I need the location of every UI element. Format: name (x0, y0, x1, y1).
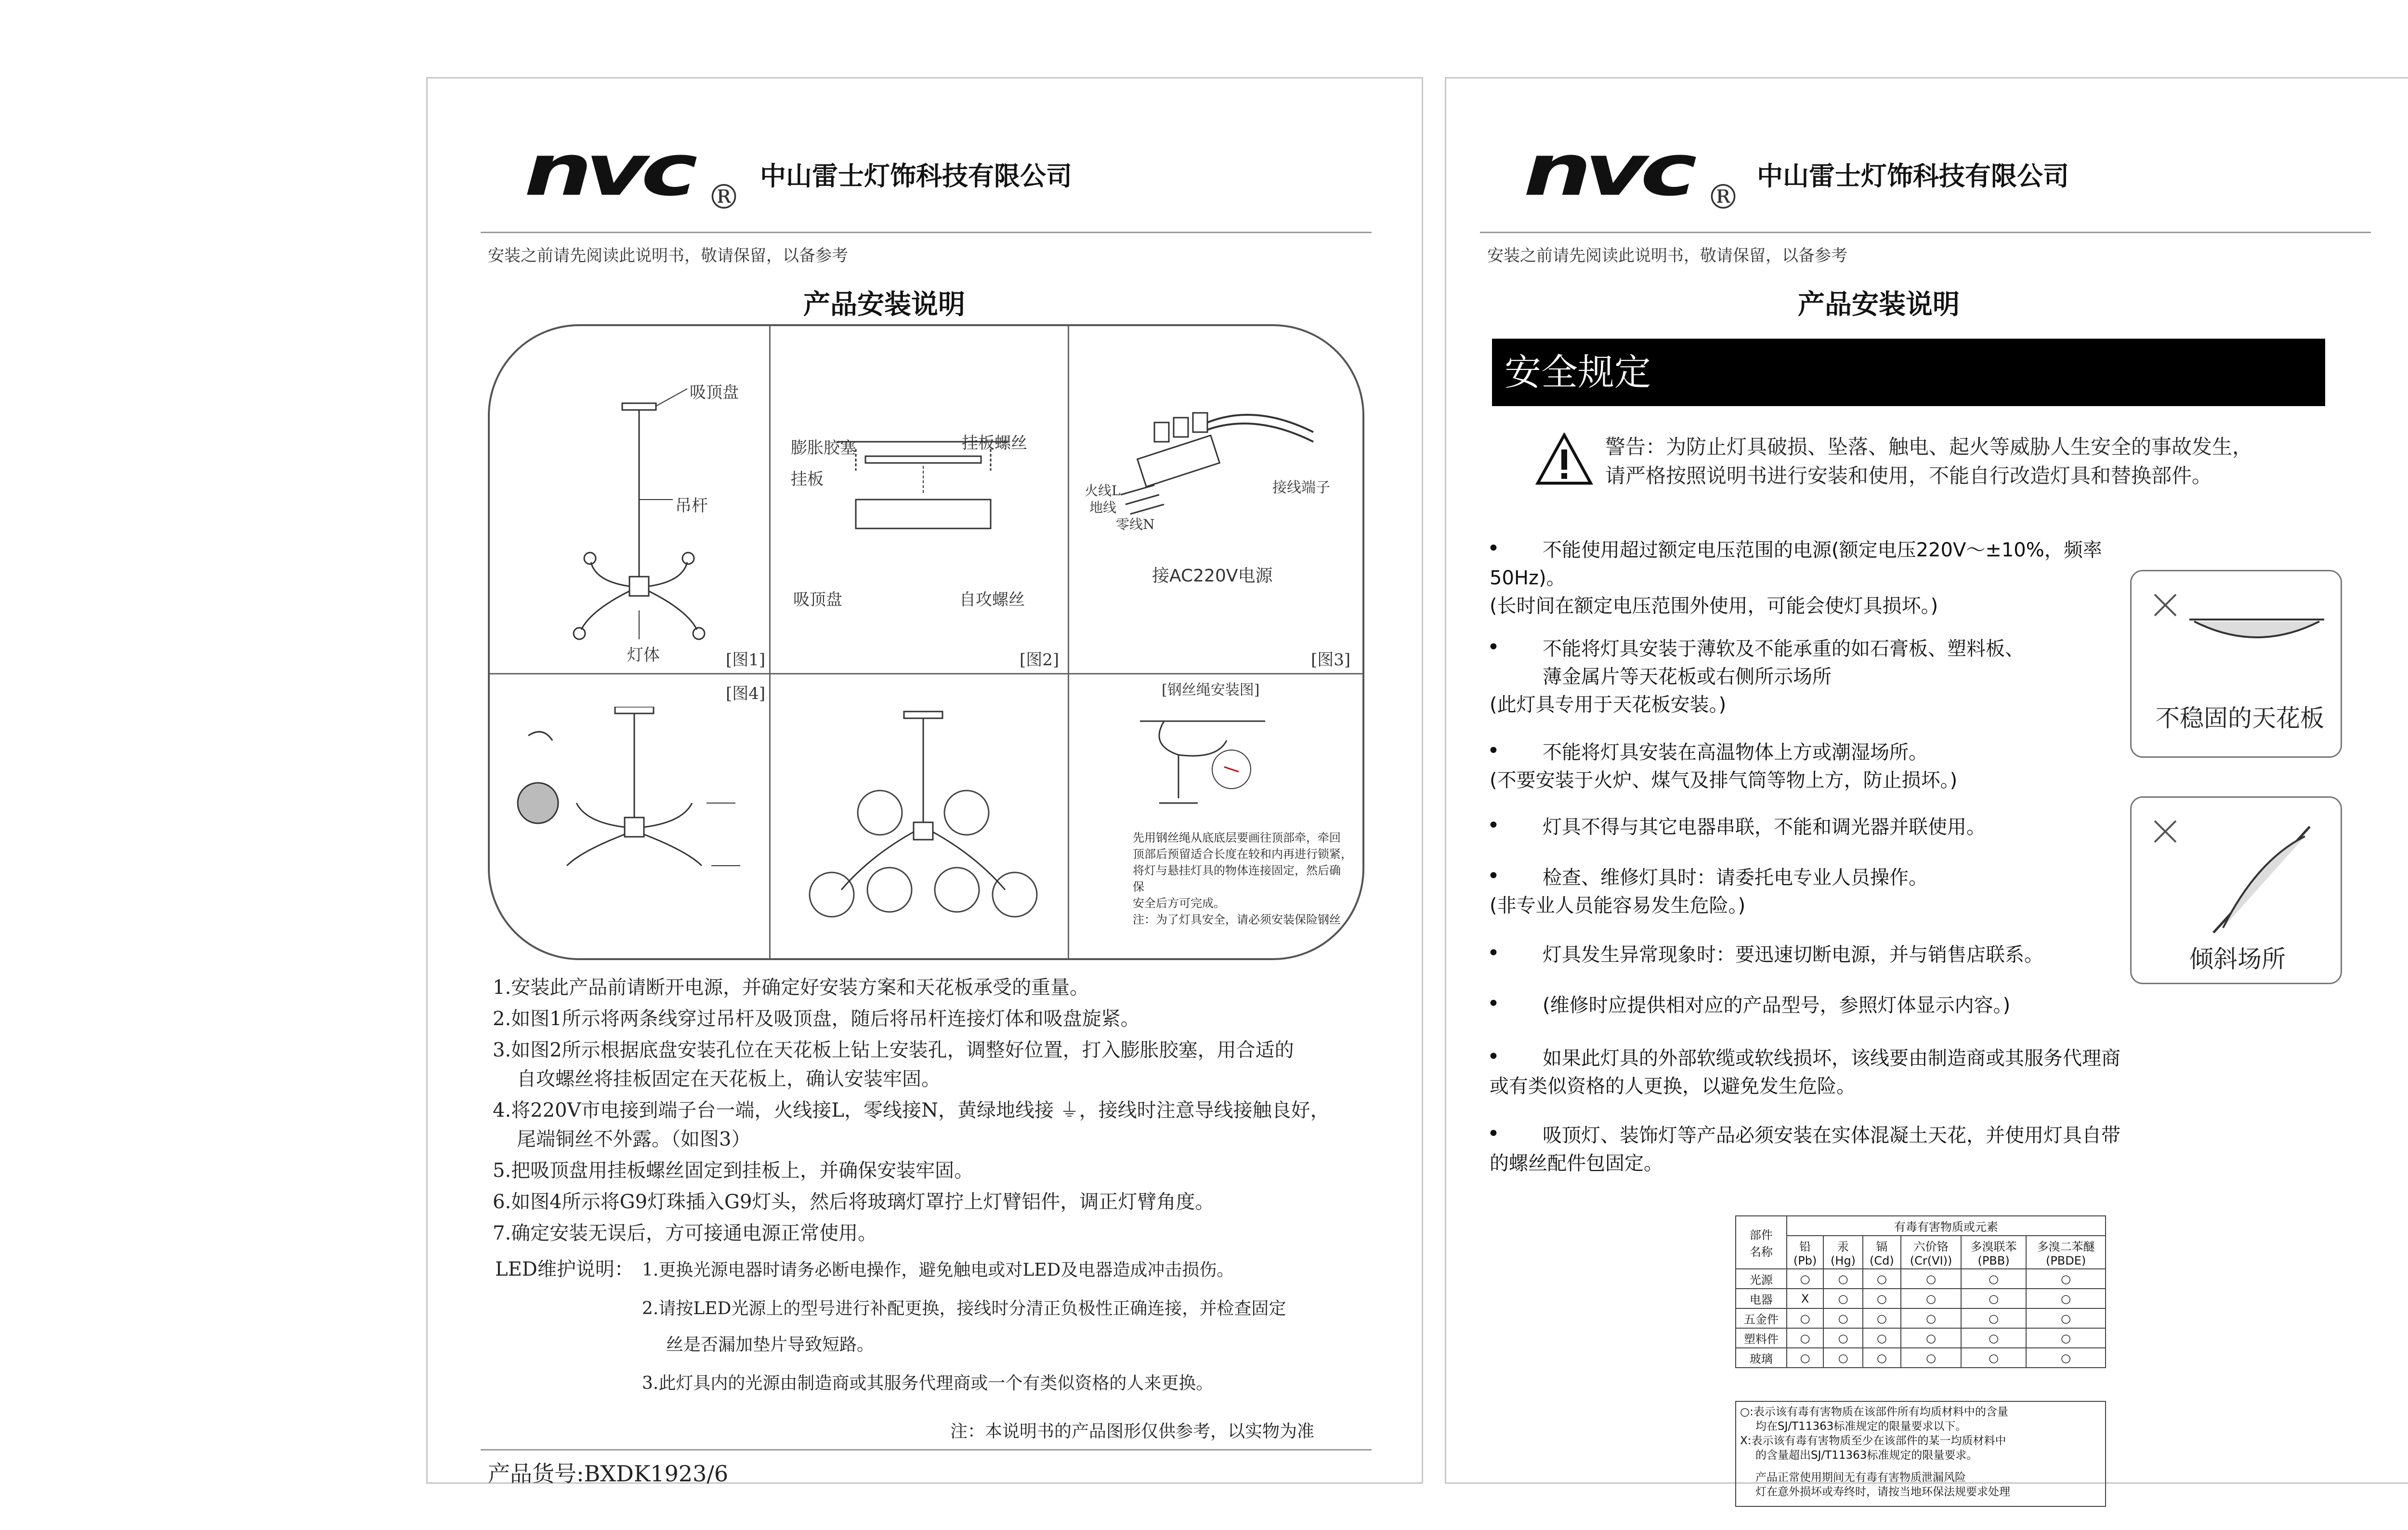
page-title: 产品安装说明 (803, 289, 965, 320)
step-3: 3.如图2所示根据底盘安装孔位在天花板上钻上安装孔，调整好位置，打入膨胀胶塞，用合适的 (493, 1039, 1294, 1061)
rule-bullet: • (1487, 536, 1500, 561)
rule-8-line-2: 或有类似资格的人更换，以避免发生危险。 (1490, 1075, 1856, 1097)
registered-mark: ® (707, 177, 741, 217)
fig3-caption: [图3] (1311, 650, 1351, 670)
product-number: 产品货号:BXDK1923/6 (488, 1461, 729, 1487)
fig1-label-rod: 吊杆 (675, 496, 708, 515)
hazard-note-2: 均在SJ/T11363标准规定的限量要求以下。 (1755, 1420, 1967, 1433)
fig2-label-tapping-screw: 自攻螺丝 (959, 590, 1025, 609)
table-row: 塑料件 ○ ○ ○ ○ ○ ○ (1736, 1328, 2106, 1348)
led-note-2-cont: 丝是否漏加垫片导致短路。 (666, 1335, 875, 1355)
rule-3-line-2: (不要安装于火炉、煤气及排气筒等物上方，防止损坏。) (1490, 769, 1958, 791)
rule-7-line-1: (维修时应提供相对应的产品型号，参照灯体显示内容。) (1543, 994, 2011, 1016)
step-3-cont: 自攻螺丝将挂板固定在天花板上，确认安装牢固。 (517, 1068, 941, 1090)
rule-4-line-1: 灯具不得与其它电器串联，不能和调光器并联使用。 (1543, 816, 1986, 838)
step-4-cont: 尾端铜丝不外露。（如图3） (517, 1128, 751, 1150)
fig3-label-live: 火线L (1085, 483, 1121, 499)
fig3-label-neutral: 零线N (1116, 516, 1155, 532)
fig2-label-plate: 挂板 (791, 470, 824, 489)
led-note-1: 1.更换光源电器时请务必断电操作，避免触电或对LED及电器造成冲击损伤。 (642, 1260, 1234, 1280)
fig4-caption: [图4] (726, 684, 766, 703)
rule-bullet: • (1487, 1044, 1500, 1069)
fig6-text-4: 保 (1133, 880, 1144, 894)
left-sheet (426, 77, 1423, 1487)
step-1: 1.安装此产品前请断开电源，并确定好安装方案和天花板承受的重量。 (493, 976, 1089, 999)
rule-2-line-3: (此灯具专用于天花板安装。) (1490, 694, 1727, 716)
warning-line-1: 警告：为防止灯具破损、坠落、触电、起火等威胁人生安全的事故发生， (1605, 435, 2253, 459)
rule-1-line-3: (长时间在额定电压范围外使用，可能会使灯具损坏。) (1490, 595, 1938, 617)
led-note-2: 2.请按LED光源上的型号进行补配更换，接线时分清正负极性正确连接，并检查固定 (642, 1299, 1286, 1319)
fig6-text-1: 先用钢丝绳从底底层要画往顶部牵，牵回 (1133, 831, 1341, 844)
led-note-3: 3.此灯具内的光源由制造商或其服务代理商或一个有类似资格的人来更换。 (642, 1373, 1214, 1393)
rule-6-line-1: 灯具发生异常现象时：要迅速切断电源，并与销售店联系。 (1543, 944, 2043, 966)
warning-triangle-icon (1535, 433, 1593, 486)
fig6-text-6: 注：为了灯具安全，请必须安装保险钢丝 (1133, 913, 1341, 926)
fig6-text-3: 将灯与悬挂灯具的物体连接固定，然后确 (1133, 864, 1341, 877)
registered-mark: ® (1706, 177, 1740, 217)
table-header-row: 铅 (Pb) 汞 (Hg) 镉 (Cd) 六价铬 (Cr(VI)) 多溴联苯 (PBB) 多溴二苯醚 (PBDE) (1736, 1236, 2106, 1269)
step-7: 7.确定安装无误后，方可接通电源正常使用。 (493, 1222, 877, 1244)
rule-bullet: • (1487, 739, 1500, 763)
hazard-note-3: X:表示该有毒有害物质至少在该部件的某一均质材料中 (1740, 1435, 2006, 1447)
inclined-place-label: 倾斜场所 (2189, 945, 2286, 973)
fig2-label-anchor: 膨胀胶塞 (791, 438, 856, 458)
rule-bullet: • (1487, 991, 1500, 1016)
rule-8-line-1: 如果此灯具的外部软缆或软线损坏，该线要由制造商或其服务代理商 (1543, 1047, 2120, 1069)
hazard-footer-1: 产品正常使用期间无有毒有害物质泄漏风险 (1755, 1471, 1966, 1484)
right-sheet (1445, 77, 2408, 1498)
table-row: 电器 X ○ ○ ○ ○ ○ (1736, 1289, 2106, 1308)
hazard-note-1: ○:表示该有毒有害物质在该部件所有均质材料中的含量 (1740, 1406, 2008, 1418)
header-divider (481, 232, 1372, 233)
read-first-note: 安装之前请先阅读此说明书，敬请保留，以备参考 (1487, 246, 1847, 265)
fig3-label-terminal: 接线端子 (1272, 479, 1330, 496)
svg-text:nvc: nvc (524, 146, 691, 212)
fig2-caption: [图2] (1020, 650, 1060, 670)
company-name: 中山雷士灯饰科技有限公司 (760, 161, 1072, 191)
rule-1-line-2: 50Hz)。 (1490, 567, 1566, 589)
hazard-note-4: 的含量超出SJ/T11363标准规定的限量要求。 (1755, 1449, 1978, 1462)
rule-bullet: • (1487, 1121, 1500, 1146)
rule-3-line-1: 不能将灯具安装在高温物体上方或潮湿场所。 (1543, 741, 1928, 764)
footnote: 注：本说明书的产品图形仅供参考，以实物为准 (950, 1422, 1315, 1441)
rule-5-line-2: (非专业人员能容易发生危险。) (1490, 895, 1746, 917)
fig2-label-canopy: 吸顶盘 (793, 590, 842, 609)
inclined-lamp-icon (2199, 817, 2324, 942)
step-6: 6.如图4所示将G9灯珠插入G9灯头，然后将玻璃灯罩拧上灯臂铝件，调正灯臂角度。 (493, 1191, 1215, 1213)
unstable-ceiling-label: 不稳固的天花板 (2156, 704, 2324, 732)
table-row: 玻璃 ○ ○ ○ ○ ○ ○ (1736, 1348, 2106, 1368)
table-row: 光源 ○ ○ ○ ○ ○ ○ (1736, 1269, 2106, 1289)
fig3-power-label: 接AC220V电源 (1152, 566, 1273, 586)
company-name: 中山雷士灯饰科技有限公司 (1757, 161, 2069, 191)
footer-divider (481, 1449, 1372, 1451)
step-5: 5.把吸顶盘用挂板螺丝固定到挂板上，并确保安装牢固。 (493, 1160, 974, 1182)
prohibited-x-icon (2151, 591, 2180, 620)
rule-bullet: • (1487, 635, 1500, 659)
fig1-label-body: 灯体 (627, 646, 660, 665)
step-2: 2.如图1所示将两条线穿过吊杆及吸顶盘，随后将吊杆连接灯体和吸盘旋紧。 (493, 1008, 1140, 1030)
fig1-pendant-drawing (538, 369, 740, 659)
rule-2-line-1: 不能将灯具安装于薄软及不能承重的如石膏板、塑料板、 (1543, 638, 2024, 660)
fig6-text-5: 安全后方可完成。 (1133, 897, 1225, 910)
fig3-label-earth: 地线 (1089, 500, 1117, 515)
fig6-caption: [钢丝绳安装图] (1162, 682, 1260, 699)
svg-text:nvc: nvc (1523, 146, 1690, 212)
fig1-caption: [图1] (726, 650, 766, 670)
rule-9-line-2: 的螺丝配件包固定。 (1490, 1152, 1663, 1174)
hazard-notes-box (1735, 1401, 2106, 1507)
safety-banner: 安全规定 (1492, 339, 2325, 406)
fig6-safety-cable-drawing (1121, 702, 1294, 827)
rule-2-line-2: 薄金属片等天花板或右侧所示场所 (1543, 666, 1832, 688)
hazard-footer-2: 灯在意外损坏或寿终时，请按当地环保法规要求处理 (1755, 1486, 2010, 1498)
fig6-text-2: 顶部后预留适合长度在较和内再进行锁紧， (1133, 847, 1352, 861)
figure-panel (488, 324, 1364, 960)
table-header-group: 有毒有害物质或元素 (1787, 1216, 2106, 1236)
rule-9-line-1: 吸顶灯、装饰灯等产品必须安装在实体混凝土天花，并使用灯具自带 (1543, 1124, 2120, 1147)
inclined-place-box (2130, 796, 2342, 984)
rule-5-line-1: 检查、维修灯具时：请委托电专业人员操作。 (1543, 867, 1928, 889)
unstable-ceiling-box (2130, 570, 2342, 758)
table-row: 五金件 ○ ○ ○ ○ ○ ○ (1736, 1308, 2106, 1328)
nvc-logo (524, 146, 712, 218)
fig5-assembled-drawing (798, 702, 1048, 943)
rule-bullet: • (1487, 864, 1500, 888)
step-4: 4.将220V市电接到端子台一端，火线接L，零线接N，黄绿地线接 ⏚，接线时注意导线接触良好， (493, 1099, 1330, 1121)
read-first-note: 安装之前请先阅读此说明书，敬请保留，以备参考 (488, 246, 848, 265)
warning-line-2: 请严格按照说明书进行安装和使用，不能自行改造灯具和替换部件。 (1605, 464, 2212, 488)
led-maintenance-label: LED维护说明： (495, 1258, 634, 1280)
hazardous-substance-table (1735, 1215, 2106, 1368)
ceiling-lamp-icon (2185, 615, 2329, 653)
rule-bullet: • (1487, 941, 1500, 965)
header-divider (1480, 232, 2371, 233)
rule-bullet: • (1487, 813, 1500, 838)
fig4-bulb-drawing (509, 707, 759, 938)
prohibited-x-icon (2151, 817, 2180, 846)
fig2-label-plate-screw: 挂板螺丝 (962, 434, 1027, 453)
nvc-logo (1523, 146, 1711, 218)
table-header-part: 部件 名称 (1736, 1216, 1787, 1269)
page-title: 产品安装说明 (1798, 289, 1960, 320)
rule-1-line-1: 不能使用超过额定电压范围的电源(额定电压220V～±10%，频率 (1543, 539, 2102, 561)
fig1-label-canopy: 吸顶盘 (690, 383, 739, 402)
